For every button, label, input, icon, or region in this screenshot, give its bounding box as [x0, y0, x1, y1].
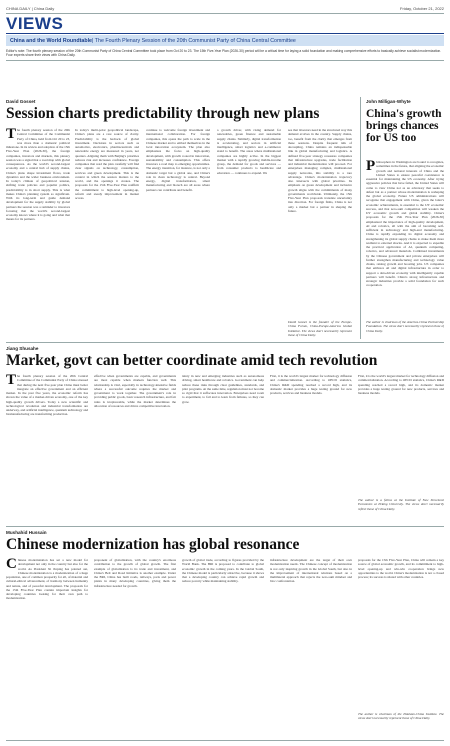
- drop-cap: C: [6, 558, 17, 572]
- article-headline: Market, govt can better coordinate amid tech revolution: [6, 352, 378, 369]
- masthead-logo: CHINA DAILY | China Daily: [6, 5, 55, 11]
- article-author: Jiang Shusahe: [6, 346, 39, 351]
- editors-note: Editor's note: The fourth plenary session of the 20th Communist Party of China Central Committee took place from Oct 20 to 23. The 15th Five-Year Plan (2026-30) period will be a critical time for laying a solid foundation and making comprehensive efforts to basically achieve socialist modernization. Four experts share their views with China Daily.: [6, 49, 442, 58]
- article-column: [366, 160, 444, 318]
- divider: [6, 60, 444, 61]
- author-bio: David Gosset is the founder of the Europe-China Forum, China-Europe-America Global Initiative. The views don't necessarily represent those of China Daily.: [288, 320, 352, 337]
- article-text: hilosophers in Washington are bound to recognize, sometimes in the future, that aligning the economic growth and national interests of China and the United States to ensure peaceful coexistence is essential for maintaining the US economy. After trying aggressive policies that have failed, the United States will come to view China not as an adversary that seeks to defeat but as a partner whose modernization is reshaping the global economy. Future US administrations will recognize that engagement with China, given the latter's economic achievements, is essential to the US' economic success, and that zero-sum competition will weaken the US' economic growth and global stability. China's proposals for the 15th Five-Year Plan (2026-30) emphasized the importance of high-quality development, AI and robotics, all with the aim of becoming self-sufficient in technology and high-end manufacturing. China is rapidly expanding its digital economy and strengthening its global supply chains to make them more resilient to external shocks. And it is expected to expedite the practical application of AI, quantum computing, robotics, and advanced materials. Combined investments by the Chinese government and private enterprises will further strengthen manufacturing and technology value chains, raising growth and boosting jobs. US companies that embrace AI and digital infrastructure in order to support a data-driven economy with intelligently capable partners will benefit. China's strong infrastructure and strategic industries provide a solid foundation for such cooperation.: [366, 160, 444, 288]
- article-text: infrastructure development are the target of their own modernization needs. The Chinese concept of modernization is not only inspiring growth in the Global South, but also in the improvement of international relations based on a multilateral approach that rejects the zero-sum mindset and bloc confrontation.: [270, 558, 352, 584]
- divider: [6, 526, 444, 527]
- article-column: [217, 128, 281, 338]
- author-bio: The author is chairman of the Pakistan-China Institute. The views don't necessarily represent those of China Daily.: [358, 712, 444, 721]
- article-text: continue to welcome foreign investment and international collaboration. For foreign companies, this opens the path to scale in the Chinese market and to embed themselves in the local innovation ecosystem. The plan also emphasizes the focus on high-quality development, with growth rooted in innovation, sustainability and consumption. This offers investors a road map to emerging opportunities. The energy transition, for instance, is not only a domestic target but a global one, and China's role in clean technology is central. Beyond energy, digital transformation, smart manufacturing and biotech are all areas where partners can contribute and benefit.: [146, 128, 210, 192]
- article-text: he fourth plenary session of the 20th Central Committee of the Communist Party of China, held from Oct 20 to 23, was more than a domestic political milestone. In its review and adoption of the 15th Five-Year Plan (2026-30), the foreign companies, investors and markets, this plenary session was a signal that a road map with global consequences. As the world's second-largest economy and a central hub of supply chains, China's plans shape investment flows, trade dynamics and the wider business environment. In today's climate of geopolitical tension, shifting trade policies and populist politics, predictability is in short supply. This is what makes China's planning system so significant. With its long-term and guide demand development for the supply stability by global partners the session was a reminder to investors focusing that the world's second-largest economy knows where it is going and what that means for its partners.: [6, 128, 70, 222]
- divider: [6, 33, 444, 34]
- article-text: In today's multi-polar geopolitical landscape, China's plans are a rare source of clarity. Predictability is the bedrock of global investment. Decisions in sectors such as automotive, electronics, pharmaceuticals and renewable energy are measured in years, not quarters. Aligning them with Beijing's priorities reduces risk and increases confidence. Foreign companies that read the plan carefully will find clear signals on technology, consumption, services and green development. This is the context in which the session matters to the world, and the openings it creates. The proposals for the 15th Five-Year Plan reaffirm the commitment to high-level opening-up, reform and steady improvement in market access.: [75, 128, 139, 200]
- article-column: [182, 558, 264, 738]
- article-text: growth of global trade, according to figures provided by the World Bank. The BRI is proposed to contribute to global economic growth in the coming years. In the Global South, the Chinese model is particularly attractive, because it shows that a developing country can achieve rapid growth and reduce poverty while maintaining stability.: [182, 558, 264, 584]
- article-column: [358, 374, 444, 494]
- article-column: [6, 558, 88, 738]
- article-text: First, it is the world's largest market for technology diffusion and commercialization. According to OECD statistics, China's R&D spending reached a record high, and its domestic market provides a huge testing ground for new products, services and business models.: [270, 374, 352, 395]
- article-text: proponent of globalization, with the country's enormous contribution to the growth of global growth. The first example of globalization is its trade and investment, and China's Belt and Road Initiative is another example. Under the BRI, China has built roads, railways, ports and power plants in many developing countries, giving them the infrastructure needed for growth.: [94, 558, 176, 588]
- article-headline: Chinese modernization has global resonance: [6, 536, 300, 553]
- article-column: [6, 128, 70, 338]
- article-column: [94, 374, 176, 522]
- banner-lead: China and the World Roundtable: [10, 37, 93, 44]
- article-text: he fourth plenary session of the 20th Central Committee of the Communist Party of China stressed that during the next five-year plan China must better integrate an effective government and an efficient market. In the past five years, the economic reform has shown the value of a market-driven economy, one of the key high-quality growth drivers. Today a new scientific and technological revolution and industrial transformation are underway, and artificial intelligence, quantum technology and biomanufacturing are transforming production.: [6, 374, 88, 417]
- roundtable-banner: [6, 35, 444, 46]
- drop-cap: T: [6, 128, 17, 142]
- article-text: effective when governments are capable, and governments are most capable when markets function well. This relationship is vital, especially in technology-intensive fields where a successful outcome requires the market and government to work together. The government's role in providing public goods, basic research infrastructure, and fair rules is irreplaceable, while the market determines the allocation of resources and drives competitive innovation.: [94, 374, 176, 408]
- section-title: VIEWS: [6, 14, 64, 33]
- article-column: [270, 374, 352, 522]
- footer-rule: [6, 740, 444, 743]
- article-column: [182, 374, 264, 522]
- author-bio: The author is a fellow at the Institute of New Structural Economics at Peking University. The views don't necessarily reflect those of China Daily.: [358, 498, 444, 511]
- divider: [6, 342, 444, 343]
- article-author: Mushahid Hussain: [6, 530, 47, 535]
- article-column: [75, 128, 139, 338]
- article-author: John Milligan-Whyte: [366, 99, 411, 104]
- masthead-date: Friday, October 21, 2022: [400, 5, 444, 11]
- column-divider: [360, 97, 361, 339]
- article-column: [94, 558, 176, 738]
- article-text: see that investors need in the structured way this demand evolves in the country. Supply chains, too, benefit from the clarity that emerges from these sessions. Despite frequent talk of decoupling, China remains an indispensable link in global manufacturing and logistics. A defined five-year strategy reassures companies that infrastructure upgrades, trade facilitation and industrial modernization will proceed. For enterprises managing complex, multinational supply networks, this stability is a rare advantage. China's modernization trajectory also intersects with global priorities. Its emphasis on green development and inclusive growth aligns with the commitments of many governments worldwide. Ultimately, the 15th Five-Year Plan proposals translate uncertainty into direction. For foreign firms, China is not only a market but a partner in shaping the future.: [288, 128, 352, 213]
- article-column: [288, 128, 352, 318]
- article-column: [6, 374, 88, 522]
- article-text: tainty in new and emerging industries such as autonomous driving, smart healthcare and robotics. Government can help reduce these risks through clear guidelines, standards, and pilot programs. At the same time, regulation must not become so rigid that it suffocates innovation. Enterprises need room to experiment, to fail and to learn from failures, so they can grow.: [182, 374, 264, 404]
- article-text: proposals for the 15th Five-Year Plan, China will remain a key source of global economic growth, and its commitment to high-level opening-up and win-win cooperation brings new opportunities to the world. China's modernization is not a closed process; its success is shared with other countries.: [358, 558, 444, 579]
- article-headline: Session charts predictability through new plans: [6, 105, 320, 122]
- article-text: hinese modernization has set a new model for development not only in the country but also for the world. As President Xi Jinping has pointed out, Chinese modernization is a modernization of a huge population, one of common prosperity for all, of material and cultural-ethical advancement, of harmony between humanity and nature, and of peaceful development. The proposals for the 15th Five-Year Plan contain important insights for developing countries looking for their own path to modernization.: [6, 558, 88, 601]
- article-author: David Gosset: [6, 99, 36, 104]
- article-column: [358, 558, 444, 708]
- article-text: First, it is the world's largest market for technology diffusion and commercialization. According to OECD statistics, China's R&D spending reached a record high, and its domestic market provides a huge testing ground for new products, services and business models.: [358, 374, 444, 395]
- banner-rest: | The Fourth Plenary Session of the 20th Communist Party of China Central Committee: [92, 37, 296, 44]
- author-bio: The author is chairman of the America-China Partnership Foundation. The views don't necessarily represent those of China Daily.: [366, 320, 444, 333]
- article-column: [146, 128, 210, 338]
- article-column: [270, 558, 352, 738]
- drop-cap: T: [6, 374, 17, 388]
- drop-cap: P: [366, 160, 376, 174]
- article-text: a growth driver, with rising demand for renewables, green finance and sustainable supply chains. Similarly, digital transformation is accelerating, and sectors in artificial intelligence, smart logistics and e-commerce stand to benefit. The areas where multinational companies are highly active. In the biggest market with a rapidly growing middle-income group, the demand for goods and services — from consumer products to healthcare and education — continues to expand. We: [217, 128, 281, 175]
- article-headline: China's growth brings chances for US too: [366, 108, 442, 145]
- divider: [6, 13, 444, 14]
- masthead: [6, 3, 444, 13]
